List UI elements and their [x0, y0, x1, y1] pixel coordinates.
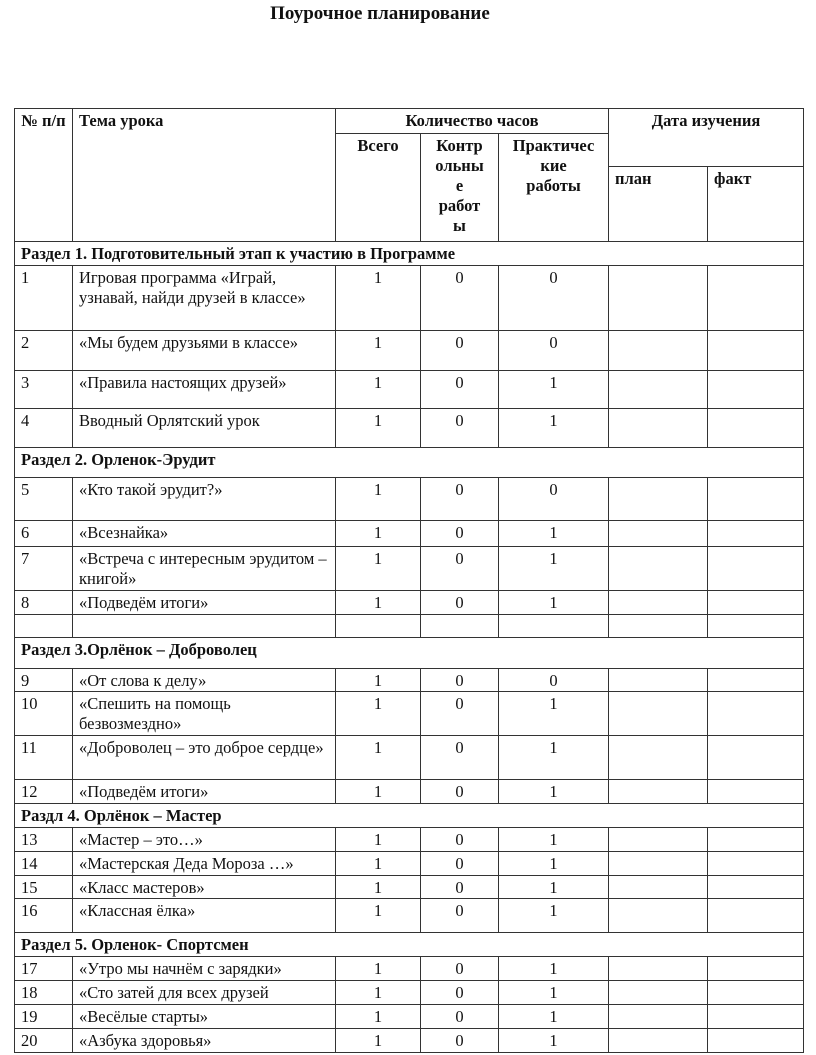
date-plan-cell: [609, 669, 708, 692]
hours-practical: 0: [499, 478, 609, 521]
lesson-number: 18: [15, 981, 73, 1005]
section-title: Раздл 4. Орлёнок – Мастер: [15, 804, 804, 828]
hours-total: 1: [336, 852, 421, 876]
lesson-topic: «Подведём итоги»: [73, 591, 336, 615]
hours-control: 0: [421, 547, 499, 591]
hours-practical: 1: [499, 899, 609, 933]
hours-practical: 1: [499, 736, 609, 780]
date-plan-cell: [609, 478, 708, 521]
table-row: [15, 828, 804, 852]
table-row: [15, 899, 804, 933]
date-plan-cell: [609, 371, 708, 409]
hours-control: 0: [421, 266, 499, 331]
table-row: [15, 1029, 804, 1053]
lesson-topic: «Доброволец – это доброе сердце»: [73, 736, 336, 780]
hours-control: 0: [421, 876, 499, 899]
hours-total: 1: [336, 876, 421, 899]
lesson-plan-table: [14, 108, 804, 1053]
hours-total: [336, 615, 421, 638]
date-fact-cell: [708, 981, 804, 1005]
hours-control: 0: [421, 521, 499, 547]
hours-total: 1: [336, 1005, 421, 1029]
date-plan-cell: [609, 615, 708, 638]
hours-total: 1: [336, 828, 421, 852]
hours-total: 1: [336, 547, 421, 591]
lesson-number: 17: [15, 957, 73, 981]
hours-control: 0: [421, 669, 499, 692]
lesson-number: 1: [15, 266, 73, 331]
table-row: [15, 615, 804, 638]
section-row: [15, 242, 804, 266]
lesson-number: 6: [15, 521, 73, 547]
hours-practical: 1: [499, 692, 609, 736]
lesson-topic: «Кто такой эрудит?»: [73, 478, 336, 521]
hours-control: 0: [421, 692, 499, 736]
lesson-topic: «Весёлые старты»: [73, 1005, 336, 1029]
hours-total: 1: [336, 371, 421, 409]
date-fact-cell: [708, 852, 804, 876]
lesson-topic: «Утро мы начнём с зарядки»: [73, 957, 336, 981]
lesson-topic: «Сто затей для всех друзей: [73, 981, 336, 1005]
hours-control: 0: [421, 591, 499, 615]
table-row: [15, 371, 804, 409]
lesson-number: 20: [15, 1029, 73, 1053]
hours-practical: 1: [499, 371, 609, 409]
date-fact-cell: [708, 1005, 804, 1029]
hours-practical: 1: [499, 409, 609, 448]
table-row: [15, 692, 804, 736]
header-hours: Количество часов: [336, 109, 609, 134]
hours-control: 0: [421, 981, 499, 1005]
hours-control: 0: [421, 331, 499, 371]
date-plan-cell: [609, 547, 708, 591]
header-practical: Практичес кие работы: [499, 134, 609, 242]
hours-control: 0: [421, 736, 499, 780]
date-fact-cell: [708, 331, 804, 371]
table-row: [15, 266, 804, 331]
section-title: Раздел 2. Орленок-Эрудит: [15, 448, 804, 478]
hours-total: 1: [336, 591, 421, 615]
lesson-topic: «Всезнайка»: [73, 521, 336, 547]
lesson-number: 13: [15, 828, 73, 852]
hours-control: 0: [421, 1005, 499, 1029]
date-plan-cell: [609, 899, 708, 933]
hours-total: 1: [336, 899, 421, 933]
hours-control: 0: [421, 478, 499, 521]
date-fact-cell: [708, 1029, 804, 1053]
hours-control: 0: [421, 780, 499, 804]
date-plan-cell: [609, 876, 708, 899]
hours-total: 1: [336, 780, 421, 804]
date-fact-cell: [708, 371, 804, 409]
table-row: [15, 478, 804, 521]
lesson-number: 11: [15, 736, 73, 780]
date-fact-cell: [708, 957, 804, 981]
lesson-topic: «Классная ёлка»: [73, 899, 336, 933]
header-plan: план: [609, 167, 708, 242]
date-plan-cell: [609, 331, 708, 371]
date-plan-cell: [609, 409, 708, 448]
hours-practical: 0: [499, 669, 609, 692]
lesson-topic: «От слова к делу»: [73, 669, 336, 692]
table-row: [15, 780, 804, 804]
hours-practical: [499, 615, 609, 638]
date-plan-cell: [609, 692, 708, 736]
page-title: Поурочное планирование: [270, 3, 490, 24]
date-fact-cell: [708, 736, 804, 780]
hours-total: 1: [336, 1029, 421, 1053]
hours-total: 1: [336, 409, 421, 448]
date-plan-cell: [609, 266, 708, 331]
table-row: [15, 876, 804, 899]
header-fact: факт: [708, 167, 804, 242]
hours-practical: 1: [499, 852, 609, 876]
hours-practical: 0: [499, 266, 609, 331]
date-plan-cell: [609, 1005, 708, 1029]
date-plan-cell: [609, 852, 708, 876]
hours-total: 1: [336, 521, 421, 547]
section-row: [15, 804, 804, 828]
date-plan-cell: [609, 521, 708, 547]
section-title: Раздел 5. Орленок- Спортсмен: [15, 933, 804, 957]
lesson-topic: «Азбука здоровья»: [73, 1029, 336, 1053]
hours-practical: 0: [499, 331, 609, 371]
lesson-topic: «Подведём итоги»: [73, 780, 336, 804]
lesson-number: 19: [15, 1005, 73, 1029]
hours-total: 1: [336, 669, 421, 692]
section-row: [15, 448, 804, 478]
lesson-number: 12: [15, 780, 73, 804]
table-row: [15, 736, 804, 780]
header-control: Контр ольны е работ ы: [421, 134, 499, 242]
table-row: [15, 981, 804, 1005]
hours-control: 0: [421, 371, 499, 409]
date-fact-cell: [708, 669, 804, 692]
lesson-topic: «Класс мастеров»: [73, 876, 336, 899]
table-row: [15, 1005, 804, 1029]
lesson-topic: «Правила настоящих друзей»: [73, 371, 336, 409]
date-fact-cell: [708, 828, 804, 852]
lesson-topic: «Мастер – это…»: [73, 828, 336, 852]
lesson-topic: [73, 615, 336, 638]
date-plan-cell: [609, 780, 708, 804]
hours-total: 1: [336, 981, 421, 1005]
lesson-number: [15, 615, 73, 638]
table-row: [15, 547, 804, 591]
table-row: [15, 957, 804, 981]
lesson-number: 15: [15, 876, 73, 899]
lesson-topic: Игровая программа «Играй, узнавай, найди друзей в классе»: [73, 266, 336, 331]
date-fact-cell: [708, 409, 804, 448]
section-row: [15, 933, 804, 957]
table-row: [15, 521, 804, 547]
date-fact-cell: [708, 591, 804, 615]
header-num: № п/п: [15, 109, 73, 242]
date-fact-cell: [708, 547, 804, 591]
date-fact-cell: [708, 266, 804, 331]
date-plan-cell: [609, 981, 708, 1005]
header-date: Дата изучения: [609, 109, 804, 167]
hours-practical: 1: [499, 521, 609, 547]
table-row: [15, 669, 804, 692]
hours-control: 0: [421, 409, 499, 448]
table-row: [15, 409, 804, 448]
table-row: [15, 331, 804, 371]
table-row: [15, 852, 804, 876]
date-fact-cell: [708, 615, 804, 638]
hours-control: [421, 615, 499, 638]
hours-practical: 1: [499, 547, 609, 591]
hours-practical: 1: [499, 957, 609, 981]
hours-practical: 1: [499, 591, 609, 615]
lesson-number: 3: [15, 371, 73, 409]
hours-total: 1: [336, 478, 421, 521]
hours-practical: 1: [499, 780, 609, 804]
lesson-topic: Вводный Орлятский урок: [73, 409, 336, 448]
lesson-topic: «Спешить на помощь безвозмездно»: [73, 692, 336, 736]
date-plan-cell: [609, 591, 708, 615]
date-fact-cell: [708, 876, 804, 899]
section-title: Раздел 1. Подготовительный этап к участию в Программе: [15, 242, 804, 266]
date-fact-cell: [708, 478, 804, 521]
date-fact-cell: [708, 899, 804, 933]
date-plan-cell: [609, 1029, 708, 1053]
table-row: [15, 591, 804, 615]
lesson-number: 2: [15, 331, 73, 371]
date-fact-cell: [708, 780, 804, 804]
hours-total: 1: [336, 266, 421, 331]
date-plan-cell: [609, 957, 708, 981]
lesson-number: 9: [15, 669, 73, 692]
hours-total: 1: [336, 692, 421, 736]
lesson-topic: «Мы будем друзьями в классе»: [73, 331, 336, 371]
hours-total: 1: [336, 957, 421, 981]
date-plan-cell: [609, 736, 708, 780]
hours-practical: 1: [499, 1005, 609, 1029]
hours-control: 0: [421, 852, 499, 876]
lesson-number: 16: [15, 899, 73, 933]
lesson-number: 8: [15, 591, 73, 615]
section-row: [15, 638, 804, 669]
lesson-number: 5: [15, 478, 73, 521]
hours-control: 0: [421, 899, 499, 933]
hours-practical: 1: [499, 876, 609, 899]
lesson-number: 7: [15, 547, 73, 591]
date-fact-cell: [708, 521, 804, 547]
hours-practical: 1: [499, 828, 609, 852]
hours-control: 0: [421, 957, 499, 981]
date-fact-cell: [708, 692, 804, 736]
hours-control: 0: [421, 828, 499, 852]
lesson-number: 14: [15, 852, 73, 876]
hours-control: 0: [421, 1029, 499, 1053]
header-topic: Тема урока: [73, 109, 336, 242]
hours-practical: 1: [499, 1029, 609, 1053]
hours-total: 1: [336, 331, 421, 371]
header-total: Всего: [336, 134, 421, 242]
hours-total: 1: [336, 736, 421, 780]
lesson-topic: «Встреча с интересным эрудитом – книгой»: [73, 547, 336, 591]
hours-practical: 1: [499, 981, 609, 1005]
lesson-number: 4: [15, 409, 73, 448]
lesson-number: 10: [15, 692, 73, 736]
section-title: Раздел 3.Орлёнок – Доброволец: [15, 638, 804, 669]
date-plan-cell: [609, 828, 708, 852]
lesson-topic: «Мастерская Деда Мороза …»: [73, 852, 336, 876]
